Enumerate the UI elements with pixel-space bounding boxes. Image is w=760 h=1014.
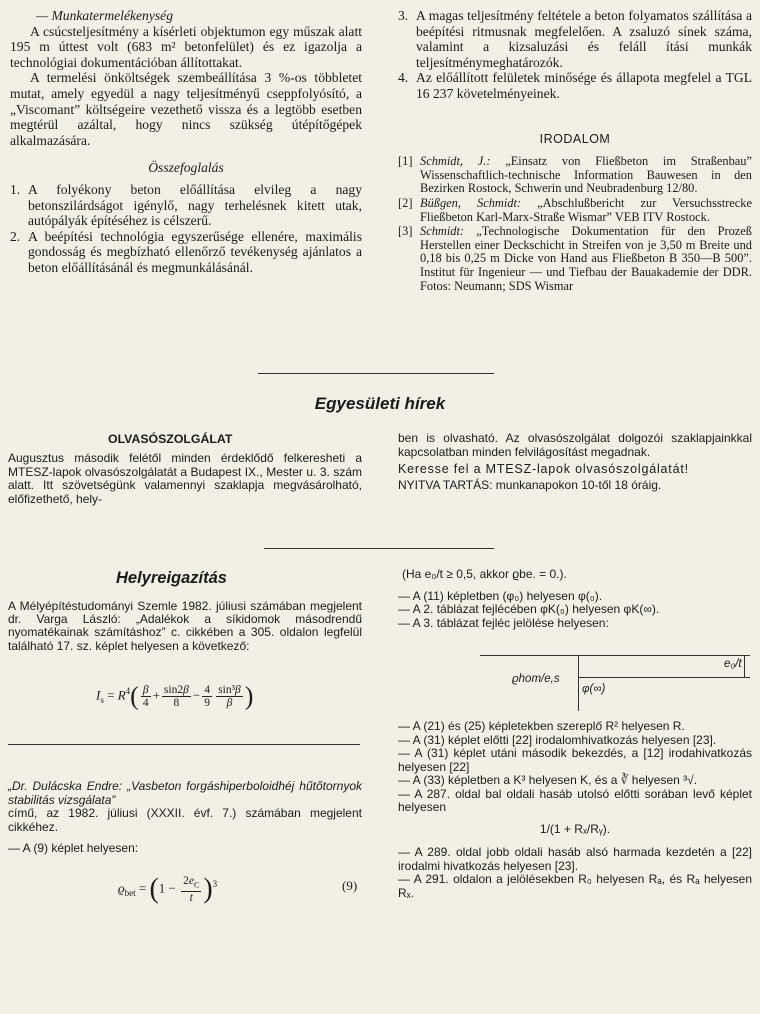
reference-text: „Technologische Dokumentation für den Prozeß Herstellen einer Deckschicht in Streifen von je 3,50 m Breite und 0,18 bis 0,25 m Dicke von Hand aus Fließbeton B 350—B 500”. Institut für Ingenieur — und Tiefbau der Bauakademie der DDR. Fotos: Neumann; SDS Wismar [420, 224, 752, 293]
errata-right-list [398, 720, 752, 900]
formula-9: $ϱ_{bet} = (1$ − $\frac{2e_C}{t}$ )$^3$ [118, 873, 218, 905]
errata-title: Helyreigazítás [116, 569, 227, 587]
errata-item: — A (21) és (25) képletekben szereplő R² helyesen R. [398, 719, 685, 733]
reference-item [398, 225, 752, 293]
news-call-to-action: Keresse fel a MTESZ-lapok olvasószolgálatát! [398, 462, 689, 477]
list-item [10, 229, 362, 276]
errata-item: — A 291. oldalon a jelölésekben R₀ helyesen Rₐ, és Rₐ helyesen Rₓ. [398, 872, 752, 900]
errata-item: — A 3. táblázat fejléc jelölése helyesen: [398, 615, 609, 630]
errata-article-title: „Vasbeton forgáshiperboloidhéj hűtőtornyok stabilitás vizsgálata” [8, 779, 362, 807]
table-header-cell: e₀/t [724, 658, 742, 670]
item-text: A folyékony beton előállítása elvileg a nagy betonszilárdságot igénylő, nagy terhelésnek kitett utak, autópályák építéséhez is célszerű. [28, 181, 362, 229]
errata-article-info: című, az 1982. júliusi (XXXII. évf. 7.) számában megjelent cikkéhez. [8, 806, 362, 834]
item-number: 4. [398, 70, 409, 86]
reference-item [398, 155, 752, 196]
formula-9-number: (9) [342, 878, 358, 893]
summary-list [10, 182, 362, 276]
literature-heading: IRODALOM [539, 131, 611, 146]
table-cell: φ(∞) [582, 683, 606, 695]
condition-note: (Ha e₀/t ≥ 0,5, akkor ϱbe. = 0.). [402, 567, 567, 581]
news-left-text: Augusztus második felétől minden érdeklődő felkeresheti a MTESZ-lapok olvasószolgálatát a Budapest IX., Mester u. 3. szám alatt. Itt szövetségünk valamennyi szaklapja megvásárolható, előfizethető, hely- [8, 451, 362, 507]
reference-list [398, 155, 752, 293]
news-opening-hours: NYITVA TARTÁS: munkanapokon 10-től 18 óráig. [398, 478, 662, 493]
errata-item: — A 289. oldal jobb oldali hasáb alsó harmada kezdetén a [22] irodalmi hivatkozás helyesen [23]. [398, 845, 752, 873]
reference-author: Schmidt, J.: [420, 154, 491, 169]
news-title: Egyesületi hírek [314, 394, 446, 413]
errata-item: — A (31) képlet utáni második bekezdés, a [12] irodahivatkozás helyesen [22] [398, 746, 752, 774]
errata-right-column [398, 568, 752, 630]
errata-item: — A (33) képletben a K³ helyesen K, és a ∛ helyesen ³√. [398, 773, 698, 787]
list-item [398, 8, 752, 70]
reference-text: „Abschlußbericht zur Versuchsstrecke Fließbeton Karl-Marx-Straße Wismar” VEB ITV Rostock. [420, 195, 752, 224]
item-text: Az előállított felületek minősége és állapota megfelel a TGL 16 237 követelményeinek. [416, 70, 752, 101]
item-number: 1. [10, 181, 21, 197]
right-column-top [398, 8, 752, 294]
divider [8, 744, 360, 745]
news-right-paragraph: ben is olvasható. Az olvasószolgálat dolgozói szaklapjainkkal kapcsolatban minden felvilágosítást megadnak. [398, 431, 752, 459]
news-right-text [398, 432, 752, 493]
item-text: A magas teljesítmény feltétele a beton folyamatos szállítása a beépítési ritmusnak megfelelően. A zsaluzó sínek száma, valamint a kizsaluzási és feláll ítási munkák teljesítménymeghatározók. [416, 8, 752, 70]
reference-text: „Einsatz von Fließbeton im Straßenbau” Wissenschaftlich-technische Information Bauwesen in den Bezirken Rostock, Schwerin und Neubradenburg 12/80. [420, 154, 752, 196]
formula-9-intro: — A (9) képlet helyesen: [8, 841, 139, 855]
errata-item: — A 287. oldal bal oldali hasáb utolsó előtti sorában levő képlet helyesen [398, 786, 752, 814]
paragraph: A csúcsteljesítmény a kísérleti objektumon egy műszak alatt 195 m úttest volt (683 m² betonfelület) és ez igazolja a technológiai dokumentációban állítottakat. [10, 23, 362, 70]
list-item [398, 70, 752, 101]
reference-number: [1] [398, 154, 413, 169]
errata-author: „Dr. Dulácska Endre: [8, 779, 123, 793]
section-heading-productivity: — Munkatermelékenység [36, 8, 174, 23]
summary-heading: Összefoglalás [148, 160, 224, 176]
conclusion-list [398, 8, 752, 102]
reference-number: [2] [398, 195, 413, 210]
errata-paragraph-2 [8, 780, 362, 856]
reference-author: Büßgen, Schmidt: [420, 195, 522, 210]
paragraph: A termelési önköltségek szembeállítása 3 %-os többletet mutat, amely egyedül a nagy teljesítményű cseppfolyósító, a „Viscomant” költségeire vezethető vissza és a legtöbb esetben megtérül azáltal, hogy nincs szükség útépítőgépek alkalmazására. [10, 70, 362, 148]
item-number: 2. [10, 228, 21, 244]
list-item [10, 182, 362, 229]
errata-item: — A 2. táblázat fejlécében φK(₀) helyesen φK(∞). [398, 602, 660, 616]
item-number: 3. [398, 8, 409, 23]
item-text: A beépítési technológia egyszerűsége ellenére, maximális gondosság és megbízható ellenőrző tevékenység ajánlatos a beton előállításánál és megmunkálásánál. [28, 228, 362, 275]
news-subtitle: OLVASÓSZOLGÁLAT [108, 432, 233, 446]
divider [264, 548, 494, 549]
errata-paragraph-1: A Mélyépítéstudományi Szemle 1982. júliusi számában megjelent dr. Varga László: „Adalékok a síkidomok másodrendű nyomatékainak számításhoz” c. cikkében a 305. oldalon legfelül található 17. sz. képlet helyesen a következő: [8, 599, 362, 653]
formula-17: $I_s = R^4$( $\frac{\beta}{4}$ + $\frac{\sin 2\beta}{8}$ − $\frac{4}{9}$ $\frac{\text{sin³β}}{\beta}$ ) [96, 681, 254, 711]
reference-number: [3] [398, 224, 413, 239]
errata-item: — A (31) képlet előtti [22] irodalomhivatkozás helyesen [23]. [398, 732, 717, 747]
header-table [480, 655, 750, 711]
table-row-label: ϱhom/e,s [512, 673, 560, 685]
divider [258, 373, 494, 374]
errata-item: — A (11) képletben (φ₀) helyesen φ(₀). [398, 588, 603, 603]
reference-author: Schmidt: [420, 224, 465, 239]
errata-formula: 1/(1 + Rₓ/Rᵧ). [539, 821, 611, 836]
left-column-top [10, 8, 362, 276]
reference-item [398, 197, 752, 224]
